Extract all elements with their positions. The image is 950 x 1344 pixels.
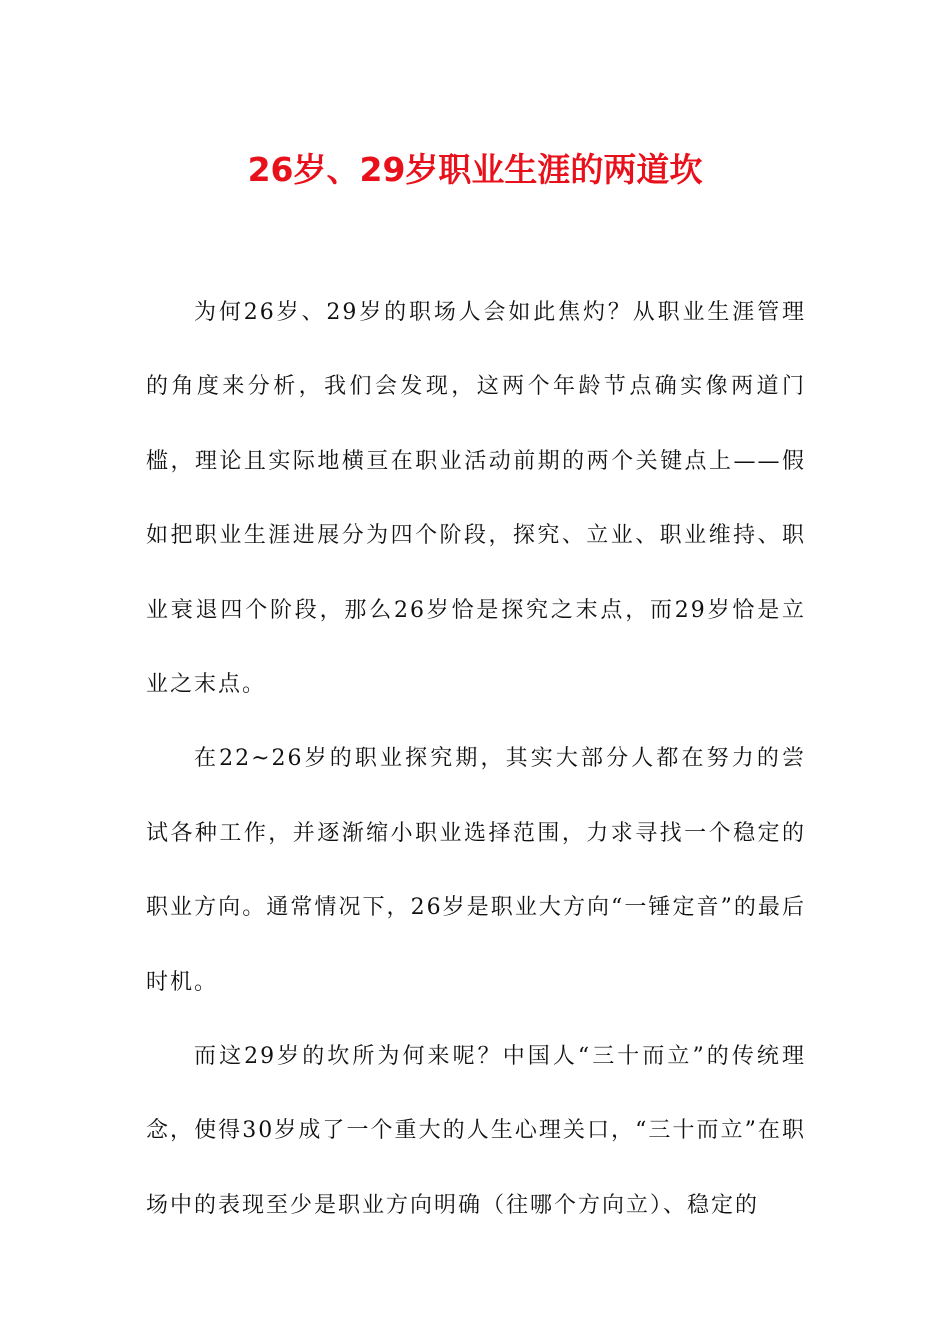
paragraph-3: 而这29岁的坎所为何来呢？中国人“三十而立”的传统理念，使得30岁成了一个重大的人生心理关口，“三十而立”在职场中的表现至少是职业方向明确（往哪个方向立）、稳定的 bbox=[146, 1044, 806, 1218]
document-body bbox=[146, 276, 806, 1243]
paragraph-2: 在22~26岁的职业探究期，其实大部分人都在努力的尝试各种工作，并逐渐缩小职业选择范围，力求寻找一个稳定的职业方向。通常情况下，26岁是职业大方向“一锤定音”的最后时机。 bbox=[146, 746, 806, 995]
paragraph-1: 为何26岁、29岁的职场人会如此焦灼？从职业生涯管理的角度来分析，我们会发现，这两个年龄节点确实像两道门槛，理论且实际地横亘在职业活动前期的两个关键点上——假如把职业生涯进展分为四个阶段，探究、立业、职业维持、职业衰退四个阶段，那么26岁恰是探究之末点，而29岁恰是立业之末点。 bbox=[146, 300, 806, 698]
document-title: 26岁、29岁职业生涯的两道坎 bbox=[247, 150, 703, 189]
